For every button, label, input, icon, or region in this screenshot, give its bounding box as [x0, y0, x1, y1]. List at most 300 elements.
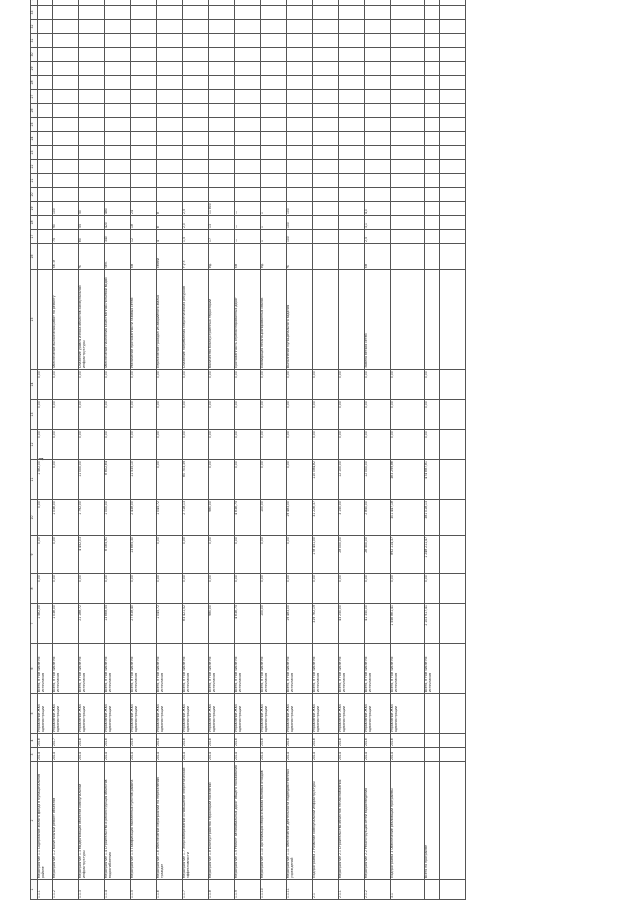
column-number: 27 — [31, 90, 38, 104]
cell-v6: 0,00 — [209, 430, 235, 460]
cell-i1: — — [235, 230, 261, 244]
cell-empty — [391, 174, 425, 188]
cell-empty — [38, 0, 53, 6]
cell-unit: % — [287, 244, 313, 270]
cell-empty — [131, 90, 157, 104]
cell-v1: 27 638,40 — [131, 604, 157, 644]
cell-resp: Управление ЖКХ администрации — [235, 694, 261, 734]
column-number: 31 — [31, 34, 38, 48]
cell-v5: 60 703,39 — [183, 460, 209, 500]
cell-v5: 0,00 — [235, 460, 261, 500]
cell-empty — [261, 104, 287, 118]
cell-empty — [157, 188, 183, 202]
cell-name: Мероприятие 1.3 Модернизация объектов коммунальной инфраструктуры — [79, 762, 105, 880]
column-number: 8 — [31, 574, 38, 604]
cell-empty — [209, 132, 235, 146]
cell-empty — [209, 6, 235, 20]
cell-no: 1.1.5 — [131, 880, 157, 900]
cell-empty — [157, 20, 183, 34]
cell-empty — [38, 62, 53, 76]
cell-empty — [313, 0, 339, 6]
cell-empty — [183, 160, 209, 174]
cell-empty — [391, 6, 425, 20]
cell-i2: 90 — [53, 216, 79, 230]
cell-resp: Управление ЖКХ администрации — [365, 694, 391, 734]
cell-i2 — [38, 216, 53, 230]
cell-empty — [313, 146, 339, 160]
cell-v3: 28 000,00 — [339, 536, 365, 574]
cell-empty — [105, 104, 131, 118]
cell-empty — [391, 76, 425, 90]
cell-v4: 980,00 — [209, 500, 235, 536]
cell-empty — [440, 104, 466, 118]
cell-v7: 0,00 — [79, 400, 105, 430]
cell-v3: 26 500,00 — [365, 536, 391, 574]
cell-v6: 0,00 — [313, 430, 339, 460]
cell-resp — [440, 694, 466, 734]
cell-empty — [313, 90, 339, 104]
cell-v8: 0,00 — [365, 370, 391, 400]
cell-i2: 55 — [79, 216, 105, 230]
cell-empty — [261, 6, 287, 20]
cell-empty — [365, 90, 391, 104]
cell-resp — [425, 694, 440, 734]
cell-c4: 2016 — [209, 734, 235, 748]
cell-v6: 0,00 — [365, 430, 391, 460]
column-number: 6 — [31, 644, 38, 694]
cell-empty — [440, 174, 466, 188]
cell-v4: 1 045,72 — [157, 500, 183, 536]
table-row — [440, 0, 466, 900]
cell-empty — [209, 0, 235, 6]
column-number: 19 — [31, 202, 38, 216]
cell-resp: Управление ЖКХ администрации — [339, 694, 365, 734]
cell-i3: 24 — [131, 202, 157, 216]
cell-v7: 0,00 — [38, 400, 53, 430]
cell-empty — [391, 146, 425, 160]
cell-v8: 0,00 — [183, 370, 209, 400]
column-number: 9 — [31, 536, 38, 574]
cell-empty — [183, 62, 209, 76]
cell-v7: 0,00 — [105, 400, 131, 430]
cell-name — [440, 762, 466, 880]
cell-empty — [105, 48, 131, 62]
cell-empty — [339, 62, 365, 76]
cell-empty — [313, 132, 339, 146]
cell-v4: 0,00 — [38, 500, 53, 536]
cell-v6: 0,00 — [339, 430, 365, 460]
cell-empty — [53, 118, 79, 132]
cell-empty — [183, 188, 209, 202]
cell-empty — [105, 90, 131, 104]
cell-i2 — [440, 216, 466, 230]
cell-v1: 1 562,00 — [38, 604, 53, 644]
cell-empty — [391, 104, 425, 118]
cell-empty — [440, 118, 466, 132]
cell-unit: т.у.т. — [183, 244, 209, 270]
cell-c3: 2014 — [339, 748, 365, 762]
cell-empty — [157, 62, 183, 76]
column-number-row — [31, 0, 38, 900]
cell-i3 — [38, 202, 53, 216]
cell-desc: Снижение уровня износа объектов коммунальной инфраструктуры — [79, 270, 105, 370]
cell-empty — [79, 48, 105, 62]
cell-v2: 0,00 — [131, 574, 157, 604]
cell-empty — [261, 76, 287, 90]
table-row — [209, 0, 235, 900]
cell-i1 — [313, 230, 339, 244]
cell-v8: 0,00 — [339, 370, 365, 400]
cell-v6: 0,00 — [183, 430, 209, 460]
cell-empty — [313, 48, 339, 62]
cell-v6: 0,00 — [105, 430, 131, 460]
cell-no: 1.1.11 — [287, 880, 313, 900]
cell-empty — [365, 174, 391, 188]
cell-empty — [53, 132, 79, 146]
cell-v8 — [440, 370, 466, 400]
cell-empty — [391, 132, 425, 146]
column-number: 23 — [31, 146, 38, 160]
cell-i1: 340 — [105, 230, 131, 244]
cell-empty — [391, 34, 425, 48]
cell-empty — [440, 188, 466, 202]
program-table — [30, 0, 466, 900]
cell-v1: 19 483,00 — [287, 604, 313, 644]
cell-v4: 2 438,00 — [131, 500, 157, 536]
cell-i1: 12 — [131, 230, 157, 244]
cell-v2: 0,00 — [235, 574, 261, 604]
cell-c3: 2014 — [157, 748, 183, 762]
cell-c4: 2016 — [391, 734, 425, 748]
cell-v2: 0,00 — [79, 574, 105, 604]
cell-empty — [105, 62, 131, 76]
cell-c3: 2014 — [131, 748, 157, 762]
cell-v2: 0,00 — [53, 574, 79, 604]
cell-empty — [287, 0, 313, 6]
cell-empty — [313, 6, 339, 20]
cell-unit: ед. — [261, 244, 287, 270]
cell-empty — [38, 76, 53, 90]
cell-i2 — [313, 216, 339, 230]
cell-empty — [235, 160, 261, 174]
cell-empty — [261, 174, 287, 188]
cell-v5: 0,00 — [287, 460, 313, 500]
table-row — [157, 0, 183, 900]
cell-v2: 0,00 — [105, 574, 131, 604]
cell-i2 — [425, 216, 440, 230]
cell-empty — [157, 34, 183, 48]
cell-unit: км — [365, 244, 391, 270]
cell-v4: 1 000,00 — [105, 500, 131, 536]
cell-resp: Управление ЖКХ администрации — [261, 694, 287, 734]
cell-empty — [440, 62, 466, 76]
cell-unit: км — [131, 244, 157, 270]
cell-empty — [261, 62, 287, 76]
cell-v7: 0,00 — [131, 400, 157, 430]
cell-empty — [235, 0, 261, 6]
cell-empty — [365, 20, 391, 34]
cell-empty — [131, 34, 157, 48]
table-row — [391, 0, 425, 900]
cell-desc: Обеспечение выполнения работ по ремонту — [53, 270, 79, 370]
cell-empty — [339, 6, 365, 20]
cell-empty — [425, 90, 440, 104]
cell-i3: 11 800 — [209, 202, 235, 216]
cell-v6: 0,00 — [391, 430, 425, 460]
column-number: 29 — [31, 62, 38, 76]
cell-i3 — [391, 202, 425, 216]
cell-empty — [209, 118, 235, 132]
cell-v8: 0,00 — [131, 370, 157, 400]
cell-name: Подпрограмма 3 Обеспечение реализации программы — [391, 762, 425, 880]
cell-v1: 1 036,00 — [53, 604, 79, 644]
cell-c4: 2016 — [235, 734, 261, 748]
cell-v6: 0,00 — [235, 430, 261, 460]
cell-empty — [209, 34, 235, 48]
cell-empty — [313, 118, 339, 132]
cell-name: Мероприятие 1.9 Ремонт автомобильных дорог общего пользования — [235, 762, 261, 880]
cell-v3: 0,00 — [38, 536, 53, 574]
cell-i2: 13 — [209, 216, 235, 230]
cell-empty — [105, 174, 131, 188]
cell-desc: Увеличение протяженности газовых сетей — [131, 270, 157, 370]
cell-empty — [53, 48, 79, 62]
cell-empty — [365, 132, 391, 146]
cell-empty — [105, 76, 131, 90]
cell-v8: 0,00 — [235, 370, 261, 400]
cell-c3: 2014 — [79, 748, 105, 762]
cell-empty — [38, 48, 53, 62]
cell-empty — [287, 20, 313, 34]
cell-desc — [339, 270, 365, 370]
cell-empty — [38, 146, 53, 160]
cell-v1: 63 421,52 — [183, 604, 209, 644]
cell-empty — [157, 76, 183, 90]
cell-i3: — — [235, 202, 261, 216]
cell-v7: 0,00 — [157, 400, 183, 430]
cell-empty — [261, 132, 287, 146]
cell-empty — [425, 174, 440, 188]
cell-v3: 0,00 — [287, 536, 313, 574]
cell-name: Мероприятие 2.2 Реконструкция сетей водоотведения — [365, 762, 391, 880]
cell-v4: 100,00 — [261, 500, 287, 536]
column-number: 15 — [31, 270, 38, 370]
cell-i2: 2,0 — [183, 216, 209, 230]
cell-v3: 0,00 — [209, 536, 235, 574]
cell-empty — [209, 20, 235, 34]
cell-i2: 6 — [157, 216, 183, 230]
cell-empty — [287, 118, 313, 132]
cell-empty — [209, 90, 235, 104]
cell-v5: 0,00 — [157, 460, 183, 500]
cell-src: Всего, в том числе по источникам — [105, 644, 131, 694]
column-number: 1 — [31, 880, 38, 900]
cell-empty — [313, 20, 339, 34]
cell-empty — [183, 146, 209, 160]
column-number: 3 — [31, 748, 38, 762]
cell-empty — [235, 188, 261, 202]
cell-empty — [235, 76, 261, 90]
cell-name: Мероприятие 2.1 Строительство объектов теплоснабжения — [339, 762, 365, 880]
cell-empty — [313, 34, 339, 48]
cell-empty — [131, 62, 157, 76]
cell-empty — [425, 34, 440, 48]
cell-v8: 0,00 — [105, 370, 131, 400]
cell-empty — [391, 20, 425, 34]
cell-empty — [105, 6, 131, 20]
cell-empty — [313, 104, 339, 118]
cell-empty — [313, 188, 339, 202]
column-number: 12 — [31, 430, 38, 460]
cell-empty — [365, 146, 391, 160]
cell-empty — [287, 34, 313, 48]
column-number: 14 — [31, 370, 38, 400]
cell-empty — [440, 90, 466, 104]
cell-no — [440, 880, 466, 900]
cell-v5 — [440, 460, 466, 500]
cell-no: 1.1.1 — [38, 880, 53, 900]
cell-empty — [261, 0, 287, 6]
cell-empty — [287, 132, 313, 146]
cell-c3: 2014 — [38, 748, 53, 762]
cell-empty — [131, 76, 157, 90]
cell-empty — [183, 104, 209, 118]
cell-src: Всего, в том числе по источникам — [313, 644, 339, 694]
cell-no: 1.1.10 — [261, 880, 287, 900]
cell-empty — [79, 62, 105, 76]
cell-empty — [79, 104, 105, 118]
cell-empty — [440, 20, 466, 34]
table-row — [425, 0, 440, 900]
cell-empty — [79, 90, 105, 104]
cell-v2: 0,00 — [365, 574, 391, 604]
cell-v5: 1 562,00 — [38, 460, 53, 500]
cell-v7: 0,00 — [313, 400, 339, 430]
cell-v5: 474 687,81 — [425, 460, 440, 500]
column-number: 11 — [31, 460, 38, 500]
cell-v3: 178 451,00 — [313, 536, 339, 574]
cell-empty — [79, 76, 105, 90]
cell-c3: 2014 — [287, 748, 313, 762]
cell-i2: — — [235, 216, 261, 230]
column-number: 18 — [31, 216, 38, 230]
cell-empty — [365, 6, 391, 20]
cell-v1: 41 350,00 — [365, 604, 391, 644]
cell-v3: 1 248 211,47 — [425, 536, 440, 574]
cell-empty — [131, 132, 157, 146]
cell-empty — [235, 104, 261, 118]
cell-empty — [425, 132, 440, 146]
cell-v1: 319 762,19 — [313, 604, 339, 644]
cell-c4: 2016 — [157, 734, 183, 748]
cell-unit — [313, 244, 339, 270]
cell-i2 — [391, 216, 425, 230]
cell-empty — [38, 90, 53, 104]
cell-empty — [235, 62, 261, 76]
cell-empty — [425, 188, 440, 202]
cell-v4: 381 018,13 — [425, 500, 440, 536]
cell-v1: 13 668,55 — [105, 604, 131, 644]
cell-desc — [440, 270, 466, 370]
cell-empty — [287, 174, 313, 188]
cell-empty — [440, 48, 466, 62]
cell-v6: 0,00 — [53, 430, 79, 460]
cell-empty — [79, 6, 105, 20]
cell-i3 — [440, 202, 466, 216]
cell-v7: 0,00 — [365, 400, 391, 430]
cell-resp: Управление ЖКХ администрации — [79, 694, 105, 734]
table-row — [131, 0, 157, 900]
cell-v4: 4 636,75 — [235, 500, 261, 536]
column-number: 21 — [31, 174, 38, 188]
cell-v8: 0,00 — [38, 370, 53, 400]
cell-empty — [53, 104, 79, 118]
cell-empty — [131, 6, 157, 20]
cell-v4: 2 850,00 — [365, 500, 391, 536]
cell-empty — [53, 188, 79, 202]
cell-unit — [425, 244, 440, 270]
cell-v1: 43 250,00 — [339, 604, 365, 644]
cell-resp: Управление ЖКХ администрации — [157, 694, 183, 734]
table-body — [38, 0, 466, 900]
cell-empty — [365, 118, 391, 132]
cell-resp: Управление ЖКХ администрации — [391, 694, 425, 734]
cell-empty — [425, 0, 440, 6]
cell-empty — [183, 90, 209, 104]
cell-src: Всего, в том числе по источникам — [425, 644, 440, 694]
cell-empty — [261, 160, 287, 174]
cell-empty — [53, 20, 79, 34]
cell-empty — [183, 118, 209, 132]
cell-empty — [425, 118, 440, 132]
cell-v1: 1 045,72 — [157, 604, 183, 644]
cell-c3: 2014 — [183, 748, 209, 762]
column-number: 13 — [31, 400, 38, 430]
cell-empty — [79, 174, 105, 188]
cell-v6: 0,00 — [131, 430, 157, 460]
cell-c3: 2014 — [235, 748, 261, 762]
cell-v7: 0,00 — [339, 400, 365, 430]
cell-v5: 0,00 — [53, 460, 79, 500]
cell-v1: 980,00 — [209, 604, 235, 644]
cell-v8: 0,00 — [157, 370, 183, 400]
cell-empty — [183, 132, 209, 146]
column-number — [31, 0, 38, 6]
cell-empty — [235, 6, 261, 20]
cell-empty — [235, 146, 261, 160]
cell-v2: 0,00 — [313, 574, 339, 604]
cell-empty — [339, 188, 365, 202]
cell-i1 — [440, 230, 466, 244]
cell-v1: 2 103 917,41 — [425, 604, 440, 644]
cell-desc: Обеспечение населения качественной питьевой водой — [105, 270, 131, 370]
cell-name: Мероприятие 1.11 Обеспечение деятельности подведомственных учреждений — [287, 762, 313, 880]
cell-desc: Ликвидация несанкционированных свалок — [261, 270, 287, 370]
cell-desc: Количество благоустроенных территорий — [209, 270, 235, 370]
cell-name: Мероприятие 1.1 Содержание жилого фонда в муниципальном районе — [38, 762, 53, 880]
cell-empty — [391, 160, 425, 174]
cell-empty — [38, 34, 53, 48]
cell-no: 3.1 — [391, 880, 425, 900]
cell-v6: 0,00 — [79, 430, 105, 460]
cell-c3: 2014 — [53, 748, 79, 762]
cell-i3: 50 — [79, 202, 105, 216]
cell-empty — [209, 188, 235, 202]
cell-empty — [365, 62, 391, 76]
cell-empty — [261, 118, 287, 132]
cell-v8: 0,00 — [313, 370, 339, 400]
cell-name: Мероприятие 1.2 Капитальный ремонт объектов — [53, 762, 79, 880]
